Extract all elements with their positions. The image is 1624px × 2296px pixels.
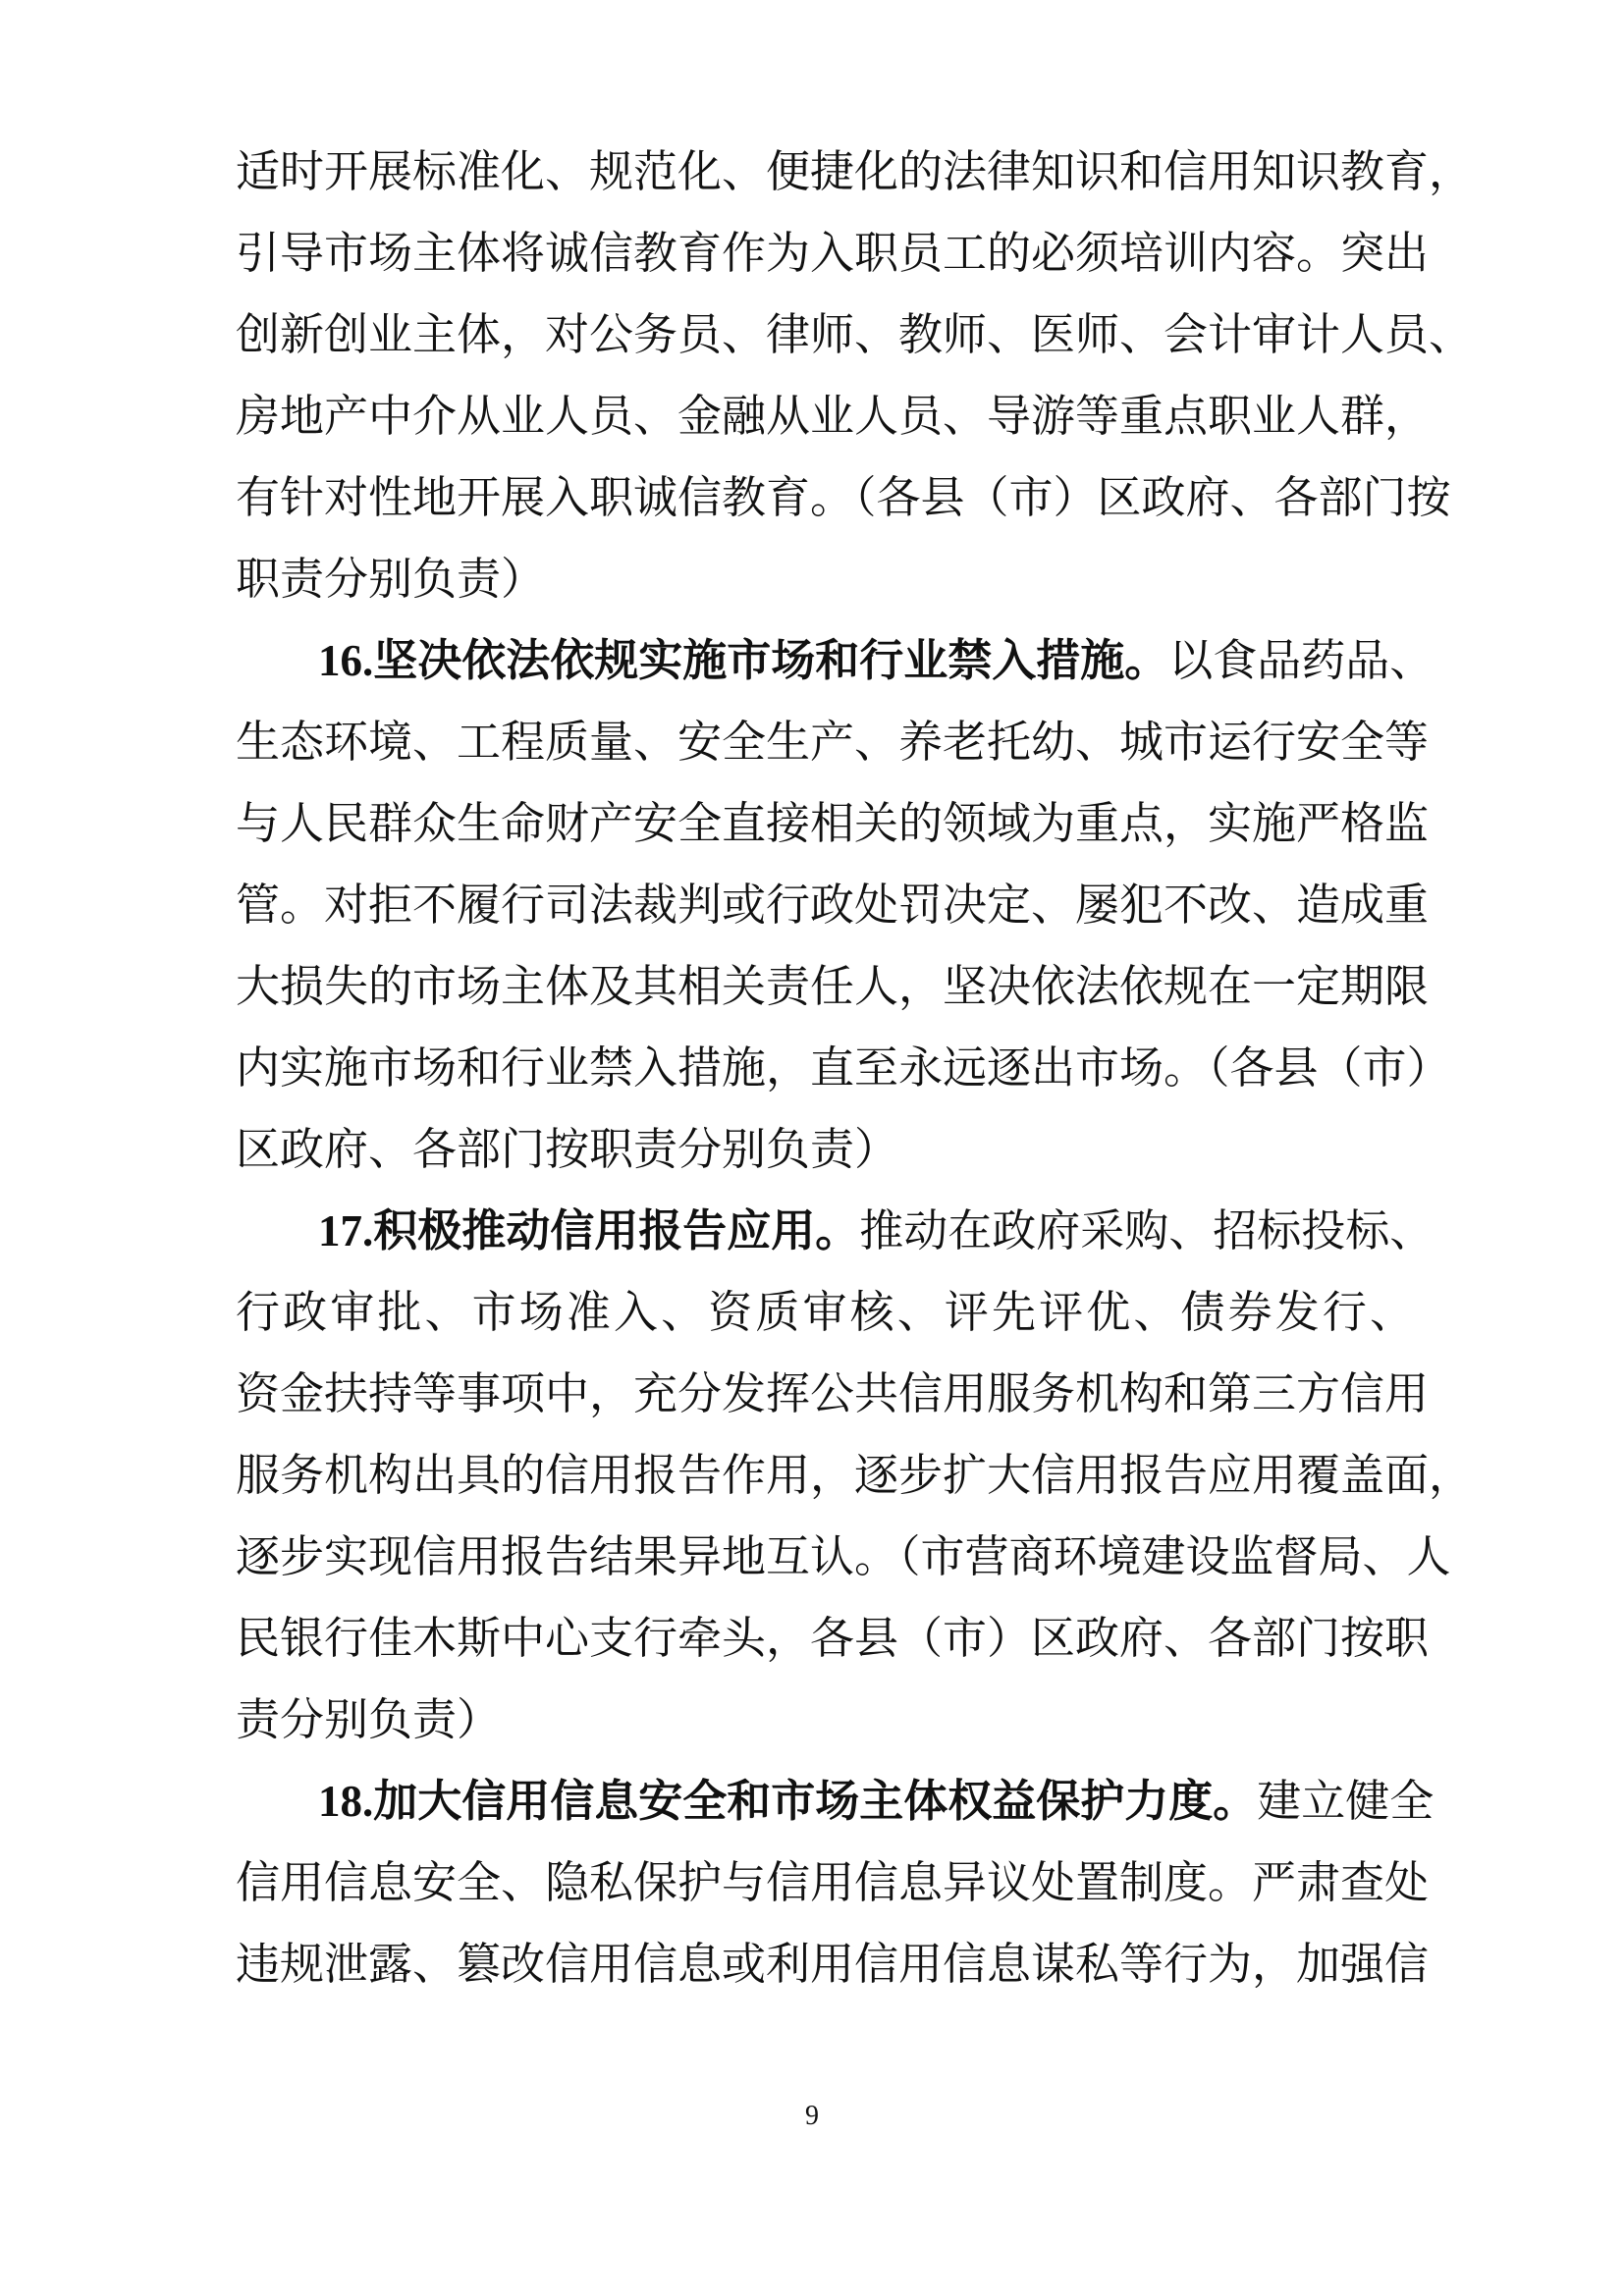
item-text: 推动在政府采购、招标投标、 [859, 1204, 1435, 1256]
paragraph-line: 内实施市场和行业禁入措施，直至永远逐出市场。（各县（市） [236, 1041, 1451, 1094]
paragraph-line: 适时开展标准化、规范化、便捷化的法律知识和信用知识教育， [236, 145, 1474, 197]
item-heading: 积极推动信用报告应用。 [373, 1204, 860, 1256]
paragraph-line: 职责分别负责） [236, 553, 546, 605]
paragraph-line: 有针对性地开展入职诚信教育。（各县（市）区政府、各部门按 [236, 471, 1451, 523]
paragraph-line: 与人民群众生命财产安全直接相关的领域为重点，实施严格监 [236, 797, 1430, 849]
paragraph-line: 创新创业主体，对公务员、律师、教师、医师、会计审计人员、 [236, 308, 1474, 360]
item-16-first-line [318, 633, 1435, 688]
item-number: 17. [318, 1206, 374, 1255]
item-number: 16. [318, 636, 374, 685]
paragraph-line: 逐步实现信用报告结果异地互认。（市营商环境建设监督局、人 [236, 1530, 1451, 1582]
item-text: 建立健全 [1257, 1775, 1435, 1827]
paragraph-line: 生态环境、工程质量、安全生产、养老托幼、城市运行安全等 [236, 716, 1430, 768]
item-heading: 加大信用信息安全和市场主体权益保护力度。 [373, 1775, 1258, 1827]
paragraph-line: 信用信息安全、隐私保护与信用信息异议处置制度。严肃查处 [236, 1856, 1430, 1908]
item-17-first-line [318, 1203, 1435, 1258]
paragraph-line: 区政府、各部门按职责分别负责） [236, 1123, 899, 1175]
paragraph-line: 行政审批、市场准入、资质审核、评先评优、债券发行、 [236, 1286, 1414, 1338]
item-heading: 坚决依法依规实施市场和行业禁入措施。 [373, 634, 1169, 686]
paragraph-line: 违规泄露、篡改信用信息或利用信用信息谋私等行为，加强信 [236, 1938, 1430, 1990]
paragraph-line: 大损失的市场主体及其相关责任人，坚决依法依规在一定期限 [236, 960, 1430, 1012]
page-number: 9 [805, 2101, 819, 2131]
item-18-first-line [318, 1774, 1435, 1829]
paragraph-line: 责分别负责） [236, 1693, 502, 1745]
item-number: 18. [318, 1777, 374, 1826]
paragraph-line: 引导市场主体将诚信教育作为入职员工的必须培训内容。突出 [236, 227, 1430, 279]
paragraph-line: 服务机构出具的信用报告作用，逐步扩大信用报告应用覆盖面， [236, 1449, 1474, 1501]
paragraph-line: 管。对拒不履行司法裁判或行政处罚决定、屡犯不改、造成重 [236, 879, 1430, 931]
paragraph-line: 民银行佳木斯中心支行牵头，各县（市）区政府、各部门按职 [236, 1612, 1430, 1664]
paragraph-line: 房地产中介从业人员、金融从业人员、导游等重点职业人群， [236, 390, 1430, 442]
paragraph-line: 资金扶持等事项中，充分发挥公共信用服务机构和第三方信用 [236, 1367, 1430, 1419]
item-text: 以食品药品、 [1168, 634, 1435, 686]
